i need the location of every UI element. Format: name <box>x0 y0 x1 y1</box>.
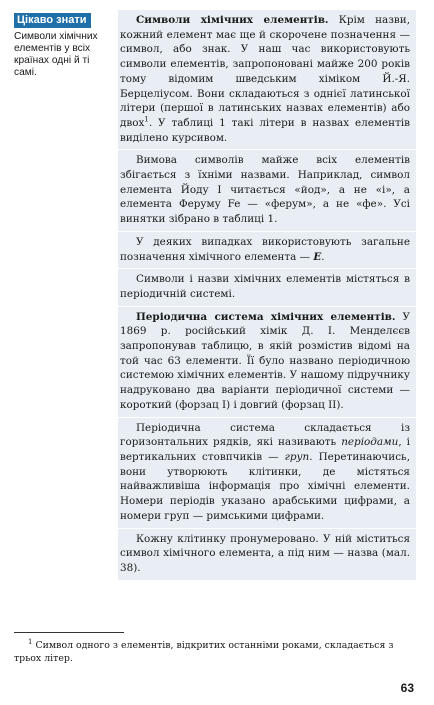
paragraph-pronunciation: Вимова символів майже всіх елементів збігається з їхніми назвами. Наприклад, символ елемента Йоду I читається «йод», а не «і», а елемента Феруму Fe — «ферум», а не «фе». Усі винятки зібрано в таблиці 1. <box>118 150 416 232</box>
page-number: 63 <box>400 681 414 695</box>
heading-periodic-system: Періодична система хімічних елементів. <box>136 310 396 323</box>
footnote <box>14 636 416 665</box>
did-you-know-sidebar <box>14 10 112 79</box>
main-text <box>118 10 416 581</box>
paragraph-cells: Кожну клітинку пронумеровано. У ній міститься символ хімічного елемента, а під ним — назва (мал. 38). <box>118 529 416 581</box>
sidebar-text: Символи хімічних елементів у всіх країнах однi й ті самі. <box>14 31 98 78</box>
element-symbol-e: E <box>313 250 322 263</box>
paragraph-chemical-symbols: Символи хімічних елементів. Крім назви, кожний елемент має ще й скорочене позначення — символ, або знак. У наш час використовують символи елементів, запропоновані майже 200 років тому відомим шведським хіміком Й.-Я. Берцеліусом. Вони складаються з однієї латинської літери (першої в латинських назвах елементів) або двох$^1$. У таблиці 1 такі літери в назвах елементів виділено курсивом. <box>118 10 416 150</box>
paragraph-periodic-location: Символи і назви хімічних елементів містяться в періодичній системі. <box>118 269 416 306</box>
footnote-mark: 1 <box>28 638 33 646</box>
paragraph-periodic-system: Періодична система хімічних елементів. У 1869 р. російський хімік Д. І. Менделєєв запропонував таблицю, в якій розмістив відомі на той час 63 елементи. Її було названо періодичною системою хімічних елементів. У нашому підручнику надруковано два варіанти періодичної системи — короткий (форзац I) і довгий (форзац II). <box>118 307 416 418</box>
paragraph-periods-groups: Періодична система складається із горизонтальних рядків, які називають періодами, і вертикальних стовпчиків — груп. Перетинаючись, вони утворюють клітинки, де містяться найважливіша інформація про хімічні елементи. Номери періодів указано арабськими цифрами, а номери груп — римськими цифрами. <box>118 418 416 529</box>
sidebar-title: Цікаво знати <box>14 13 91 28</box>
heading-chemical-symbols: Символи хімічних елементів. <box>136 14 329 26</box>
term-groups: груп <box>284 450 310 463</box>
footnote-text: Символ одного з елементів, відкритих останніми роками, складається з трьох літер. <box>14 640 394 665</box>
paragraph-general-symbol: У деяких випадках використовують загальне позначення хімічного елемента — E. <box>118 232 416 269</box>
term-periods: періодами <box>341 436 399 449</box>
footnote-divider <box>14 632 124 633</box>
footnote-ref: 1 <box>144 115 149 124</box>
